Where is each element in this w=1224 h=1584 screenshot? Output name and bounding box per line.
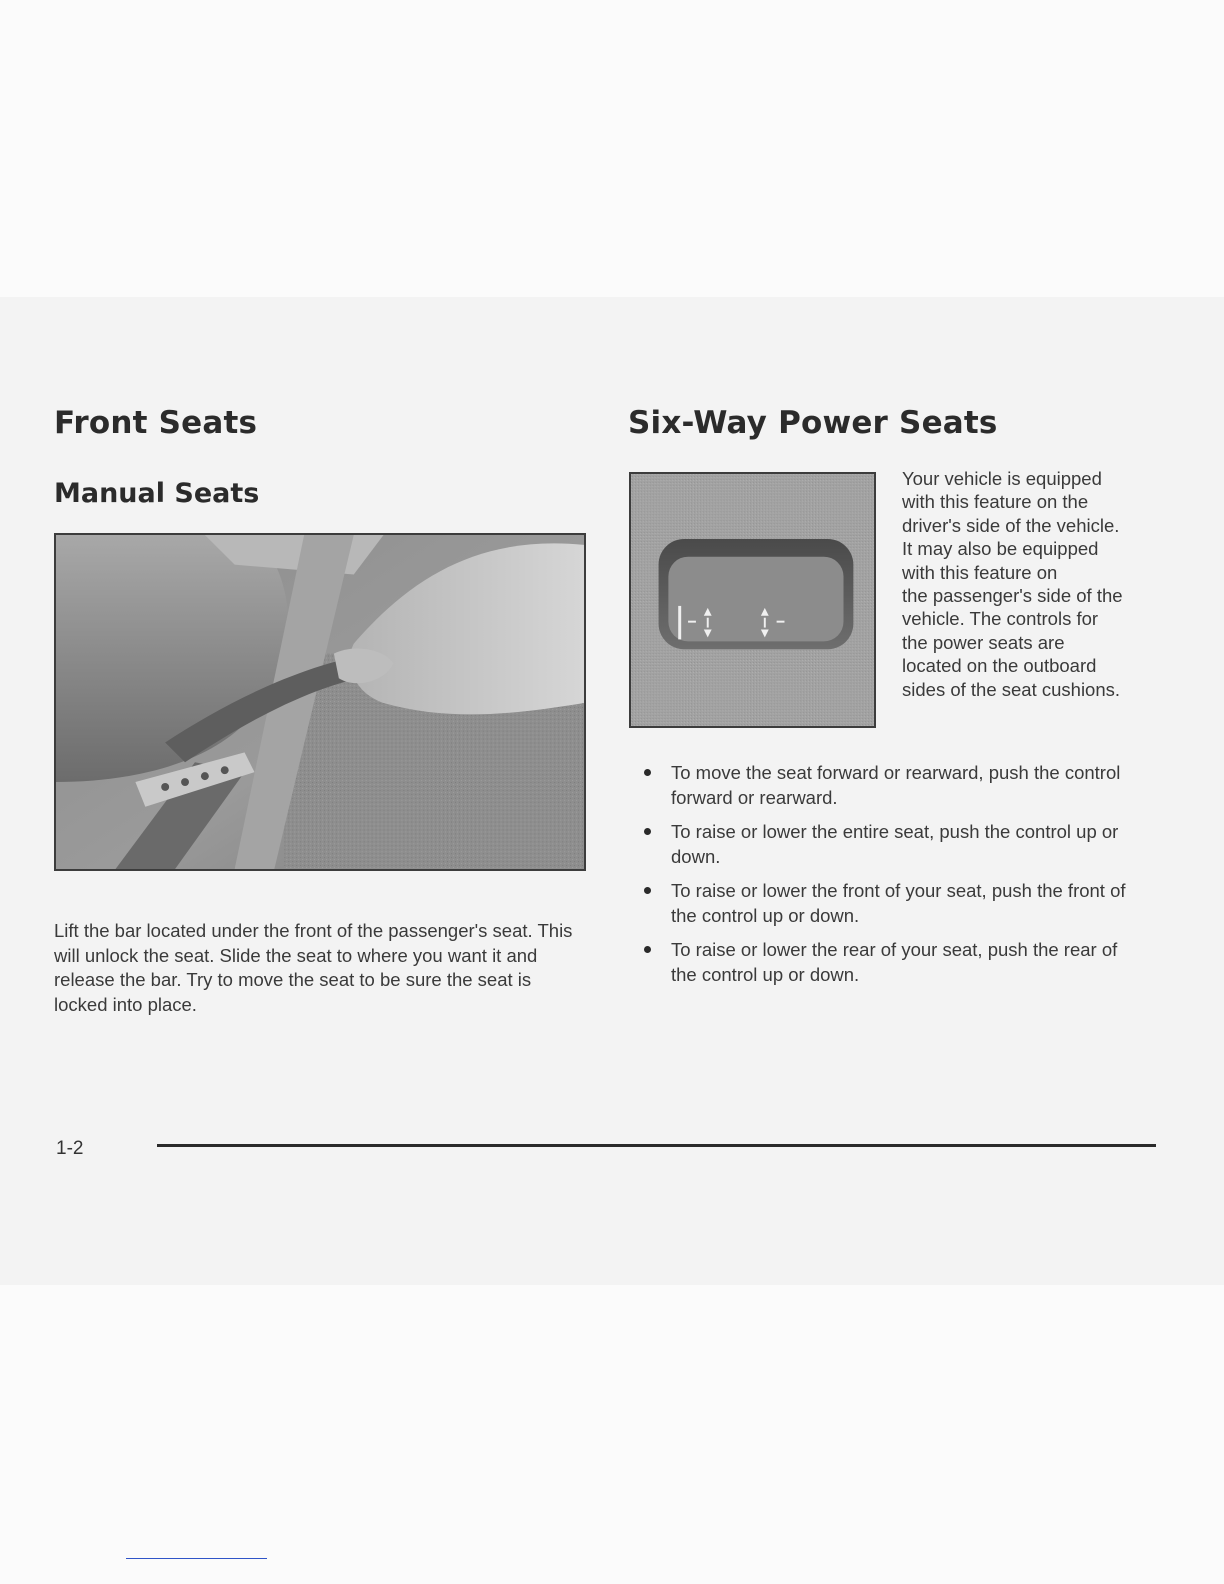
six-way-power-seats-heading: Six-Way Power Seats [628,405,998,441]
footer-rule [157,1144,1156,1147]
bullet-icon [644,887,651,894]
bullet-icon [644,828,651,835]
bullet-icon [644,946,651,953]
intro-line: with this feature on [902,561,1058,583]
bullet-text: To move the seat forward or rearward, push the control forward or rearward. [671,762,1121,808]
manual-seats-heading: Manual Seats [54,478,260,509]
power-seat-control-photo [629,472,876,728]
manual-seats-paragraph: Lift the bar located under the front of the passenger's seat. This will unlock the seat. Slide the seat to where you want it and release the bar. Try to move the seat to be sure the seat is locked into place. [54,920,573,1015]
intro-line: the power seats are [902,631,1065,653]
intro-line: the passenger's side of the [902,585,1123,607]
link-underline [126,1558,267,1559]
intro-line: vehicle. The controls for [902,608,1099,630]
manual-seat-bar-photo [54,533,586,871]
power-seat-instructions [628,760,1148,996]
intro-line: with this feature on the [902,491,1089,513]
intro-line: sides of the seat cushions. [902,678,1121,700]
list-item [628,819,1148,869]
bullet-icon [644,769,651,776]
bullet-text: To raise or lower the rear of your seat, push the rear of the control up or down. [671,939,1118,985]
power-seats-intro [902,467,1212,701]
bullet-text: To raise or lower the entire seat, push the control up or down. [671,821,1119,867]
front-seats-heading: Front Seats [54,405,258,441]
intro-line: It may also be equipped [902,538,1099,560]
list-item [628,878,1148,928]
list-item [628,760,1148,810]
list-item [628,937,1148,987]
page-number: 1-2 [56,1138,84,1159]
power-seat-control-image [631,474,874,726]
manual-seat-bar-image [56,535,584,869]
intro-line: driver's side of the vehicle. [902,514,1120,536]
intro-line: Your vehicle is equipped [902,468,1102,489]
intro-line: located on the outboard [902,655,1097,677]
bullet-text: To raise or lower the front of your seat, push the front of the control up or down. [671,880,1126,926]
